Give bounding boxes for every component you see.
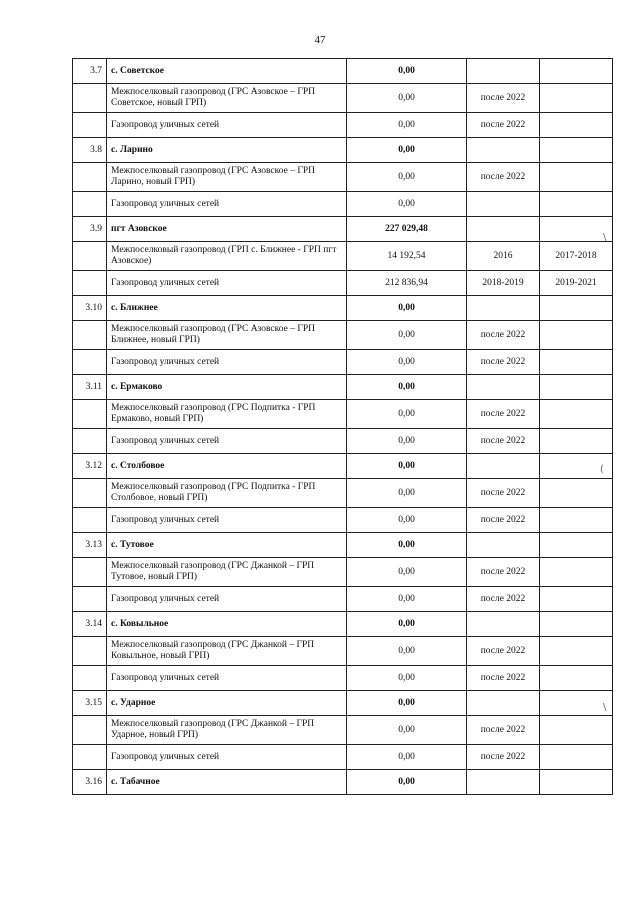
settlement-row xyxy=(73,296,613,321)
row-period2-cell xyxy=(540,321,613,350)
row-number-cell xyxy=(73,84,107,113)
row-period2-cell xyxy=(540,770,613,795)
row-amount-cell: 0,00 xyxy=(347,59,467,84)
row-name-cell: пгт Азовское xyxy=(107,217,347,242)
row-period-cell: после 2022 xyxy=(467,350,540,375)
row-period-cell xyxy=(467,217,540,242)
row-period-cell xyxy=(467,454,540,479)
settlement-row xyxy=(73,691,613,716)
row-name-cell: с. Тутовое xyxy=(107,533,347,558)
row-name-cell: Газопровод уличных сетей xyxy=(107,113,347,138)
row-number-cell xyxy=(73,113,107,138)
settlement-row xyxy=(73,138,613,163)
row-period-cell xyxy=(467,533,540,558)
row-period2-cell xyxy=(540,138,613,163)
row-period-cell: после 2022 xyxy=(467,113,540,138)
row-number-cell xyxy=(73,637,107,666)
row-period-cell: после 2022 xyxy=(467,84,540,113)
row-name-cell: с. Ковыльное xyxy=(107,612,347,637)
pipeline-row xyxy=(73,508,613,533)
pipeline-row xyxy=(73,192,613,217)
row-period-cell: после 2022 xyxy=(467,587,540,612)
row-amount-cell: 14 192,54 xyxy=(347,242,467,271)
row-amount-cell: 0,00 xyxy=(347,454,467,479)
pipeline-row xyxy=(73,429,613,454)
row-amount-cell: 0,00 xyxy=(347,321,467,350)
row-period2-cell xyxy=(540,691,613,716)
row-amount-cell: 0,00 xyxy=(347,691,467,716)
row-number-cell: 3.10 xyxy=(73,296,107,321)
row-period2-cell xyxy=(540,192,613,217)
pen-mark: \ xyxy=(603,702,607,713)
row-period-cell: после 2022 xyxy=(467,479,540,508)
row-amount-cell: 0,00 xyxy=(347,558,467,587)
row-period-cell: 2018-2019 xyxy=(467,271,540,296)
row-amount-cell: 0,00 xyxy=(347,533,467,558)
settlement-row xyxy=(73,217,613,242)
row-period-cell xyxy=(467,375,540,400)
row-name-cell: Газопровод уличных сетей xyxy=(107,350,347,375)
row-name-cell: Межпоселковый газопровод (ГРС Подпитка - ГРП Столбовое, новый ГРП) xyxy=(107,479,347,508)
row-period2-cell xyxy=(540,508,613,533)
row-name-cell: Межпоселковый газопровод (ГРП с. Ближнее - ГРП пгт Азовское) xyxy=(107,242,347,271)
row-amount-cell: 0,00 xyxy=(347,296,467,321)
pipeline-row xyxy=(73,84,613,113)
row-period2-cell xyxy=(540,587,613,612)
row-number-cell xyxy=(73,400,107,429)
row-period2-cell xyxy=(540,375,613,400)
pipeline-row xyxy=(73,558,613,587)
row-number-cell xyxy=(73,587,107,612)
row-period-cell xyxy=(467,296,540,321)
pen-mark: ( xyxy=(600,464,604,475)
row-number-cell xyxy=(73,321,107,350)
settlement-row xyxy=(73,454,613,479)
row-period2-cell xyxy=(540,113,613,138)
row-name-cell: Газопровод уличных сетей xyxy=(107,587,347,612)
row-number-cell: 3.15 xyxy=(73,691,107,716)
row-number-cell: 3.7 xyxy=(73,59,107,84)
row-amount-cell: 0,00 xyxy=(347,587,467,612)
row-period-cell xyxy=(467,691,540,716)
row-period-cell: после 2022 xyxy=(467,666,540,691)
row-number-cell xyxy=(73,745,107,770)
row-period2-cell: 2017-2018 xyxy=(540,242,613,271)
row-number-cell xyxy=(73,163,107,192)
row-name-cell: с. Ударное xyxy=(107,691,347,716)
pipeline-row xyxy=(73,479,613,508)
row-name-cell: Газопровод уличных сетей xyxy=(107,508,347,533)
row-period-cell xyxy=(467,138,540,163)
row-number-cell xyxy=(73,350,107,375)
pen-mark: \ xyxy=(603,232,607,243)
row-name-cell: Межпоселковый газопровод (ГРС Азовское – ГРП Ближнее, новый ГРП) xyxy=(107,321,347,350)
row-name-cell: Газопровод уличных сетей xyxy=(107,192,347,217)
row-number-cell: 3.8 xyxy=(73,138,107,163)
row-period2-cell: 2019-2021 xyxy=(540,271,613,296)
settlement-row xyxy=(73,59,613,84)
row-period2-cell xyxy=(540,163,613,192)
row-period-cell xyxy=(467,59,540,84)
row-amount-cell: 212 836,94 xyxy=(347,271,467,296)
row-number-cell: 3.12 xyxy=(73,454,107,479)
row-period-cell: после 2022 xyxy=(467,637,540,666)
row-number-cell xyxy=(73,429,107,454)
row-period-cell xyxy=(467,612,540,637)
row-number-cell: 3.9 xyxy=(73,217,107,242)
row-name-cell: с. Ермаково xyxy=(107,375,347,400)
row-period-cell: после 2022 xyxy=(467,321,540,350)
settlement-row xyxy=(73,375,613,400)
row-amount-cell: 227 029,48 xyxy=(347,217,467,242)
row-period2-cell xyxy=(540,429,613,454)
pipeline-row xyxy=(73,163,613,192)
row-name-cell: Газопровод уличных сетей xyxy=(107,429,347,454)
row-number-cell xyxy=(73,242,107,271)
row-number-cell xyxy=(73,666,107,691)
row-amount-cell: 0,00 xyxy=(347,716,467,745)
row-period2-cell xyxy=(540,637,613,666)
row-period-cell: после 2022 xyxy=(467,745,540,770)
row-period-cell xyxy=(467,770,540,795)
pipeline-row xyxy=(73,637,613,666)
row-period-cell: после 2022 xyxy=(467,716,540,745)
row-amount-cell: 0,00 xyxy=(347,429,467,454)
settlement-row xyxy=(73,612,613,637)
row-name-cell: с. Ближнее xyxy=(107,296,347,321)
row-name-cell: Газопровод уличных сетей xyxy=(107,745,347,770)
row-period2-cell xyxy=(540,350,613,375)
row-name-cell: с. Советское xyxy=(107,59,347,84)
row-period2-cell xyxy=(540,612,613,637)
row-period2-cell xyxy=(540,533,613,558)
row-period-cell: после 2022 xyxy=(467,400,540,429)
pipeline-row xyxy=(73,271,613,296)
pipeline-row xyxy=(73,666,613,691)
row-period-cell: после 2022 xyxy=(467,558,540,587)
row-number-cell xyxy=(73,479,107,508)
row-amount-cell: 0,00 xyxy=(347,163,467,192)
row-period-cell: после 2022 xyxy=(467,163,540,192)
row-amount-cell: 0,00 xyxy=(347,400,467,429)
row-period2-cell xyxy=(540,217,613,242)
row-amount-cell: 0,00 xyxy=(347,770,467,795)
row-number-cell: 3.14 xyxy=(73,612,107,637)
row-period2-cell xyxy=(540,558,613,587)
row-amount-cell: 0,00 xyxy=(347,84,467,113)
pipeline-row xyxy=(73,242,613,271)
row-number-cell xyxy=(73,508,107,533)
pipeline-row xyxy=(73,350,613,375)
row-amount-cell: 0,00 xyxy=(347,375,467,400)
pipeline-row xyxy=(73,113,613,138)
row-period2-cell xyxy=(540,745,613,770)
row-name-cell: Газопровод уличных сетей xyxy=(107,666,347,691)
row-period2-cell xyxy=(540,400,613,429)
row-name-cell: Межпоселковый газопровод (ГРС Азовское – ГРП Советское, новый ГРП) xyxy=(107,84,347,113)
row-number-cell xyxy=(73,716,107,745)
row-amount-cell: 0,00 xyxy=(347,666,467,691)
row-number-cell xyxy=(73,192,107,217)
row-period2-cell xyxy=(540,479,613,508)
row-period-cell xyxy=(467,192,540,217)
settlement-row xyxy=(73,770,613,795)
row-number-cell xyxy=(73,271,107,296)
row-amount-cell: 0,00 xyxy=(347,138,467,163)
row-number-cell: 3.13 xyxy=(73,533,107,558)
row-number-cell: 3.11 xyxy=(73,375,107,400)
row-name-cell: Межпоселковый газопровод (ГРС Джанкой – ГРП Тутовое, новый ГРП) xyxy=(107,558,347,587)
pipeline-row xyxy=(73,745,613,770)
row-amount-cell: 0,00 xyxy=(347,612,467,637)
row-period-cell: после 2022 xyxy=(467,429,540,454)
row-name-cell: Межпоселковый газопровод (ГРС Джанкой – ГРП Ковыльное, новый ГРП) xyxy=(107,637,347,666)
row-amount-cell: 0,00 xyxy=(347,479,467,508)
row-name-cell: Межпоселковый газопровод (ГРС Джанкой – ГРП Ударное, новый ГРП) xyxy=(107,716,347,745)
pipeline-row xyxy=(73,321,613,350)
row-amount-cell: 0,00 xyxy=(347,745,467,770)
pipeline-row xyxy=(73,716,613,745)
pipeline-row xyxy=(73,400,613,429)
row-amount-cell: 0,00 xyxy=(347,508,467,533)
row-amount-cell: 0,00 xyxy=(347,113,467,138)
gas-pipeline-table xyxy=(72,58,613,795)
row-name-cell: Межпоселковый газопровод (ГРС Подпитка - ГРП Ермаково, новый ГРП) xyxy=(107,400,347,429)
row-name-cell: Газопровод уличных сетей xyxy=(107,271,347,296)
settlement-row xyxy=(73,533,613,558)
row-amount-cell: 0,00 xyxy=(347,192,467,217)
row-number-cell: 3.16 xyxy=(73,770,107,795)
row-period-cell: после 2022 xyxy=(467,508,540,533)
row-number-cell xyxy=(73,558,107,587)
row-amount-cell: 0,00 xyxy=(347,637,467,666)
pipeline-row xyxy=(73,587,613,612)
row-period2-cell xyxy=(540,716,613,745)
row-amount-cell: 0,00 xyxy=(347,350,467,375)
row-period2-cell xyxy=(540,59,613,84)
row-period2-cell xyxy=(540,84,613,113)
row-name-cell: с. Столбовое xyxy=(107,454,347,479)
page-number: 47 xyxy=(314,34,326,46)
row-period-cell: 2016 xyxy=(467,242,540,271)
row-period2-cell xyxy=(540,666,613,691)
row-name-cell: Межпоселковый газопровод (ГРС Азовское – ГРП Ларино, новый ГРП) xyxy=(107,163,347,192)
row-name-cell: с. Ларино xyxy=(107,138,347,163)
row-name-cell: с. Табачное xyxy=(107,770,347,795)
row-period2-cell xyxy=(540,296,613,321)
